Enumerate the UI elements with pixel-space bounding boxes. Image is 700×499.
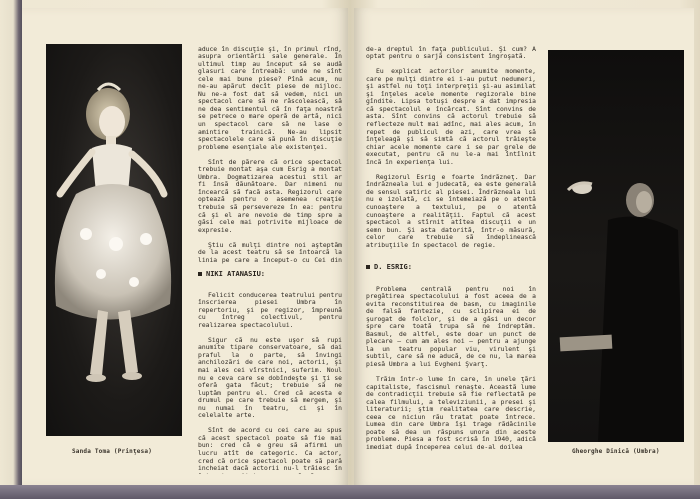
photo-gheorghe-dinica [548, 50, 684, 442]
square-bullet-icon [198, 272, 202, 276]
photo-princess-illustration [46, 44, 182, 436]
photo-caption: Sanda Toma (Prinţesa) [72, 448, 153, 455]
speaker-heading: D. ESRIG: [366, 263, 412, 271]
paragraph: Problema centrală pentru noi în pregătirea spectacolului a fost aceea de a evita reconstituirea de basm, cu imaginile de falsă fantezie, cu sclipirea ei de şurogat de folclor, şi de a găsi un decor spre care toată trupa să ne îndreptăm. Basmul, de altfel, este doar un punct de plecare — cum am ales noi — pentru a ajunge la un teatru popular viu, virulent şi subtil, care să ne aducă, de ce nu, la marea piesă Umbra a lui Evgheni Şvarţ. [366, 285, 536, 369]
book-cover-edge [0, 0, 22, 499]
photo-sanda-toma [46, 44, 182, 436]
text-column-upper [366, 38, 536, 256]
text-column-lower [366, 278, 536, 478]
square-bullet-icon [366, 265, 370, 269]
paragraph: Eu explicat actorilor anumite momente, care pe mulţi dintre ei i-au putut nedumeri, şi astfel nu toţi interpreţii şi-au asimilat şi înţeles acele momente regizorale bine gîndite. Lipsa totuşi despre a dat impresia că spectacolul e încărcat. Sînt convins de asta. Sînt convins că actorul trebuie să reflecteze mult mai adînc, mai ales acum, în repet de publicul de azi, care vrea să înţeleagă şi să simtă că actorul trăieşte chiar acele momente care i se par grele de executat, pentru că nu le-a mai întîlnit încă în experienţa lui. [366, 68, 536, 166]
paragraph: Felicit conducerea teatrului pentru înscrierea piesei Umbra în repertoriu, şi pe regizor, împreună cu întreg colectivul, pentru realizarea spectacolului. [198, 291, 342, 329]
paragraph: Sînt de acord cu cei care au spus că acest spectacol poate să fie mai bun: cred că e greu să afirmi un lucru atît de categoric. Ca actor, cred că orice spectacol poate să pară incheiat dacă actorii nu-l trăiesc în [198, 427, 342, 473]
book-cover-bottom [0, 485, 700, 499]
paragraph: Regizorul Esrig e foarte îndrăzneţ. Dar îndrăzneala lui e judecată, ea este generală de sensul satiric al piesei. Îndrăzneala lui nu e izolată, ci se întemeiază pe o atentă cunoaştere a textului, pe o atentă cunoaştere a realităţii. Faptul că acest spectacol a stîrnit atîtea discuţii e un semn bun. Şi asta datorită, într-o măsură, celor care trebuie să îndeplinească atribuţiile în spectacol de regie. [366, 173, 536, 249]
photo-shadow-actor-illustration [548, 50, 684, 442]
left-page [22, 8, 348, 486]
paragraph: Trăim într-o lume în care, în unele ţări capitaliste, fascismul renaşte. Această lume de contradicţii trebuie să fie reflectată pe calea filmului, a televiziunii, a presei şi literaturii; ştim realitatea care descrie, ceea ce niciun rău tratat poate întrece. Lumea din care Umbra îşi trage rădăcinile poate să dea un răspuns unora din aceste probleme. Piesa a fost scrisă în 1940, adică imediat după începerea celui de-al doilea [366, 376, 536, 452]
paragraph: de-a dreptul în faţa publicului. Şi cum? A optat pentru o sarjă consistent îngroşată. [366, 45, 536, 61]
paragraph: aduce în discuţie şi, în primul rînd, asupra orientării sale generale. În ultimul timp au început să se audă glasuri care întreabă: unde ne sînt cele mai bune piese? Pînă acum, nu ne-au apărut decît piese de mijloc. Nu ne-a fost dat să vedem, nici un spectacol care să ne răscolească, să ne dea sentimentul că în faţa noastră se petrece o mare operă de artă, nici un spectacol care să ne lase o amintire trainică. Ne-au lipsit spectacolele care să pună în discuţie probleme esenţiale ale existenţei. [198, 45, 342, 151]
speaker-heading: NIKI ATANASIU: [198, 270, 265, 278]
text-column-lower [198, 284, 342, 474]
right-page [354, 8, 694, 486]
paragraph: Ştiu că mulţi dintre noi aşteptăm de la acest teatru să se întoarcă la linia pe care a început-o cu Cei din [198, 241, 342, 264]
paragraph: Sigur că nu este uşor să rupi anumite tipare conservatoare, să dai praful la o parte, să învingi anchilozări de care noi, actorii, şi mai ales cei vîrstnici, suferim. Noul nu e ceva care se dobîndeşte şi ţi se oferă gata făcut; trebuie să ne luptăm pentru el. Cred că acesta e drumul pe care trebuie să mergem, şi nu numai în teatru, ci şi în celelalte arte. [198, 336, 342, 420]
photo-caption: Gheorghe Dinică (Umbra) [572, 448, 660, 455]
text-column-upper [198, 38, 342, 264]
paragraph: Sînt de părere că orice spectacol trebuie montat aşa cum Esrig a montat Umbra. Dogmatizarea acestui stil ar fi însă dăunătoare. Dar nimeni nu încearcă să facă asta. Regizorul care optează pentru o asemenea creaţie trebuie să persevereze în ea: pentru că şi el are nevoie de timp spre a găsi cele mai potrivite mijloace de expresie. [198, 158, 342, 234]
